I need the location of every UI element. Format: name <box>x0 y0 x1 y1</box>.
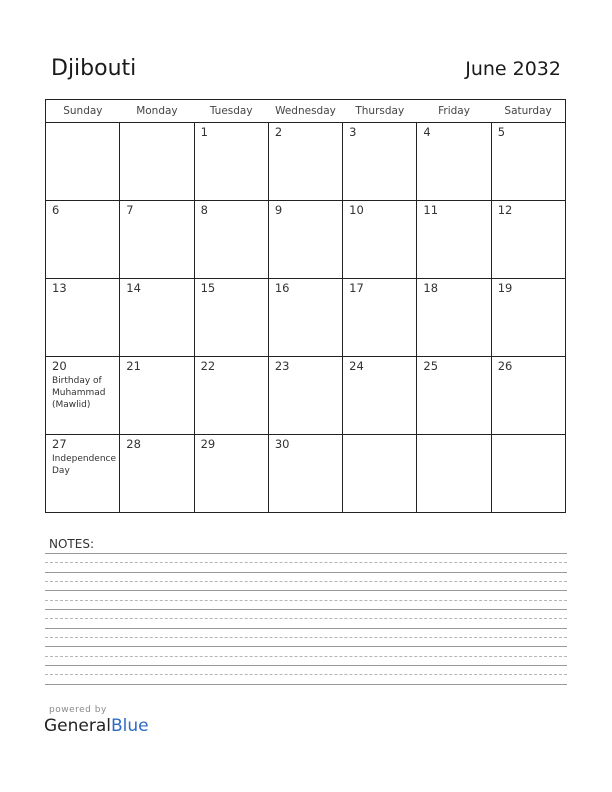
day-cell <box>491 123 565 201</box>
day-number: 15 <box>200 281 216 295</box>
weekday-header: Tuesday <box>194 100 268 123</box>
day-cell <box>417 435 491 513</box>
day-number: 22 <box>200 359 216 373</box>
day-number <box>46 123 119 139</box>
day-cell <box>268 123 342 201</box>
day-number: 30 <box>274 437 290 451</box>
holiday-label <box>120 217 193 219</box>
day-cell <box>343 201 417 279</box>
holiday-label <box>343 217 416 219</box>
week-row <box>46 201 566 279</box>
day-cell <box>46 123 120 201</box>
day-cell <box>268 279 342 357</box>
day-cell <box>46 201 120 279</box>
day-number <box>492 435 565 451</box>
holiday-label: Independence Day <box>52 454 117 476</box>
day-number: 5 <box>497 125 506 139</box>
holiday-label <box>120 451 193 453</box>
holiday-label <box>269 373 342 375</box>
day-number: 23 <box>274 359 290 373</box>
day-cell <box>417 201 491 279</box>
notes-line <box>45 609 567 610</box>
holiday-label <box>195 139 268 141</box>
notes-guide-line <box>45 656 567 657</box>
week-row <box>46 435 566 513</box>
holiday-label <box>269 451 342 453</box>
notes-line <box>45 572 567 573</box>
notes-label: NOTES: <box>49 537 94 551</box>
holiday-label <box>417 451 490 453</box>
day-number: 3 <box>349 125 357 139</box>
day-cell <box>268 357 342 435</box>
weekday-header: Saturday <box>491 100 565 123</box>
holiday-label <box>195 217 268 219</box>
notes-line <box>45 628 567 629</box>
day-cell <box>343 279 417 357</box>
month-year-title: June 2032 <box>465 58 561 80</box>
notes-guide-line <box>45 581 567 582</box>
day-number: 8 <box>200 203 208 217</box>
holiday-label <box>46 217 119 219</box>
holiday-label <box>46 295 119 297</box>
day-number: 28 <box>126 437 141 451</box>
holiday-label <box>120 139 193 141</box>
holiday-label: Birthday of Muhammad (Mawlid) <box>52 376 106 410</box>
notes-line <box>45 646 567 647</box>
day-number: 27 <box>52 437 67 451</box>
day-number: 21 <box>126 359 141 373</box>
day-cell <box>194 279 268 357</box>
holiday-label <box>343 373 416 375</box>
weekday-header: Friday <box>417 100 491 123</box>
logo-blue-text: Blue <box>111 716 149 736</box>
day-number: 6 <box>52 203 60 217</box>
day-cell <box>491 201 565 279</box>
day-number: 24 <box>349 359 364 373</box>
day-cell <box>46 435 120 513</box>
day-cell <box>491 357 565 435</box>
day-cell <box>194 435 268 513</box>
notes-guide-line <box>45 562 567 563</box>
day-number: 4 <box>423 125 431 139</box>
holiday-label <box>195 373 268 375</box>
week-row <box>46 123 566 201</box>
day-cell <box>417 279 491 357</box>
holiday-label <box>417 373 490 375</box>
day-number: 26 <box>497 359 513 373</box>
day-cell <box>417 357 491 435</box>
day-cell <box>46 279 120 357</box>
weekday-header: Wednesday <box>268 100 342 123</box>
notes-guide-line <box>45 637 567 638</box>
powered-by-text: powered by <box>49 705 107 715</box>
day-number: 16 <box>274 281 290 295</box>
notes-line <box>45 553 567 554</box>
day-number: 25 <box>423 359 439 373</box>
day-number: 13 <box>52 281 67 295</box>
notes-line <box>45 590 567 591</box>
day-number: 14 <box>126 281 141 295</box>
week-row <box>46 357 566 435</box>
day-cell <box>343 123 417 201</box>
generalblue-logo <box>44 716 149 736</box>
holiday-label <box>269 217 342 219</box>
day-cell <box>46 357 120 435</box>
notes-line <box>45 684 567 685</box>
day-number: 20 <box>52 359 67 373</box>
holiday-label <box>195 295 268 297</box>
day-number: 1 <box>200 125 208 139</box>
day-number: 12 <box>497 203 513 217</box>
notes-guide-line <box>45 674 567 675</box>
holiday-label <box>195 451 268 453</box>
day-cell <box>194 123 268 201</box>
weekday-header: Sunday <box>46 100 120 123</box>
day-cell <box>417 123 491 201</box>
day-number <box>343 435 416 451</box>
holiday-label <box>46 139 119 141</box>
day-number: 19 <box>497 281 513 295</box>
week-row <box>46 279 566 357</box>
holiday-label <box>492 451 565 453</box>
holiday-label <box>120 373 193 375</box>
day-number: 17 <box>349 281 364 295</box>
day-cell <box>268 435 342 513</box>
holiday-label <box>343 451 416 453</box>
holiday-label <box>417 217 490 219</box>
day-cell <box>120 279 194 357</box>
holiday-label <box>417 295 490 297</box>
day-cell <box>120 123 194 201</box>
day-number: 7 <box>126 203 134 217</box>
holiday-label <box>492 295 565 297</box>
day-cell <box>343 435 417 513</box>
weekday-header-row <box>46 100 566 123</box>
day-number: 18 <box>423 281 439 295</box>
holiday-label <box>120 295 193 297</box>
day-number: 9 <box>274 203 283 217</box>
day-cell <box>491 435 565 513</box>
calendar-grid <box>45 99 566 513</box>
holiday-label <box>492 373 565 375</box>
day-number: 29 <box>200 437 216 451</box>
notes-guide-line <box>45 600 567 601</box>
logo-general-text: General <box>44 716 111 736</box>
holiday-label <box>343 295 416 297</box>
day-cell <box>268 201 342 279</box>
day-cell <box>120 201 194 279</box>
day-cell <box>194 201 268 279</box>
day-cell <box>343 357 417 435</box>
day-cell <box>120 435 194 513</box>
day-cell <box>120 357 194 435</box>
holiday-label <box>269 295 342 297</box>
day-cell <box>491 279 565 357</box>
notes-line <box>45 665 567 666</box>
holiday-label <box>492 217 565 219</box>
weekday-header: Thursday <box>343 100 417 123</box>
day-number: 2 <box>274 125 283 139</box>
holiday-label <box>492 139 565 141</box>
holiday-label <box>343 139 416 141</box>
country-title: Djibouti <box>51 56 137 81</box>
day-number: 11 <box>423 203 439 217</box>
notes-guide-line <box>45 618 567 619</box>
weekday-header: Monday <box>120 100 194 123</box>
holiday-label <box>417 139 490 141</box>
holiday-label <box>269 139 342 141</box>
day-cell <box>194 357 268 435</box>
day-number <box>417 435 490 451</box>
day-number: 10 <box>349 203 364 217</box>
day-number <box>120 123 193 139</box>
